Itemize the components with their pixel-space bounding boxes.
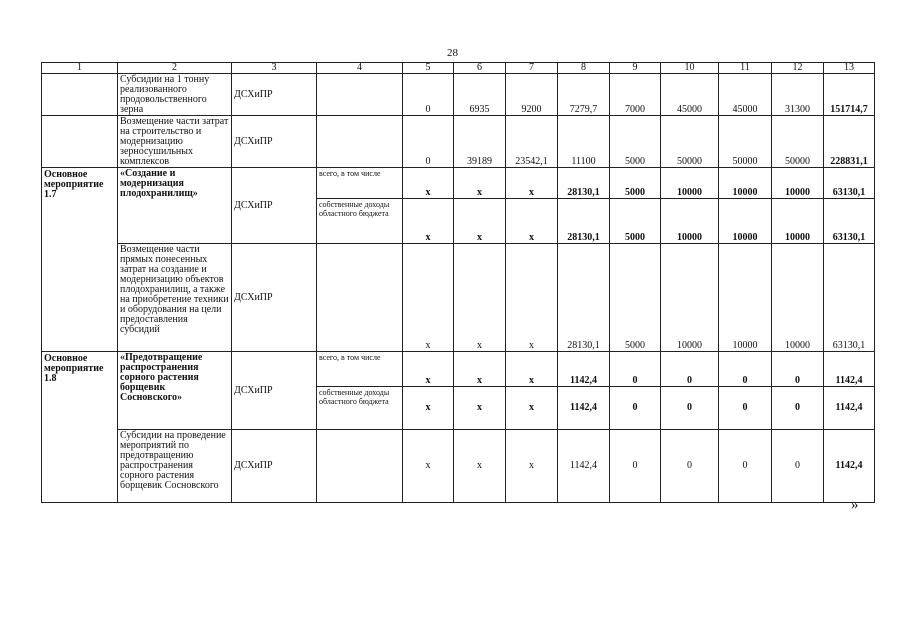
cell-total: 63130,1	[824, 244, 875, 352]
cell-source: всего, в том числе	[317, 352, 403, 387]
cell-total: 1142,4	[824, 387, 875, 430]
cell-value: х	[403, 168, 454, 199]
cell-measure-name: Возмещение части затрат на строительство и модернизацию зерносушильных комплексов	[118, 116, 232, 168]
cell-value: 7000	[610, 74, 661, 116]
header-cell: 10	[661, 63, 719, 74]
cell-value: х	[454, 168, 506, 199]
cell-value: 0	[610, 430, 661, 503]
cell-value: х	[506, 168, 558, 199]
cell-value: 0	[719, 430, 772, 503]
cell-value: 10000	[661, 244, 719, 352]
cell-value: 0	[610, 352, 661, 387]
cell-executor: ДСХиПР	[232, 74, 317, 116]
cell-value: 0	[610, 387, 661, 430]
cell-value: х	[506, 244, 558, 352]
cell-value: 10000	[772, 199, 824, 244]
header-cell: 4	[317, 63, 403, 74]
cell-value: 9200	[506, 74, 558, 116]
header-cell: 13	[824, 63, 875, 74]
cell-value: 39189	[454, 116, 506, 168]
cell-executor: ДСХиПР	[232, 116, 317, 168]
cell-measure-name: «Предотвращение распространения сорного растения борщевик Сосновского»	[118, 352, 232, 430]
cell-value: 5000	[610, 244, 661, 352]
cell-value: 10000	[719, 168, 772, 199]
cell-source	[317, 430, 403, 503]
cell-value: 5000	[610, 116, 661, 168]
cell-value: 45000	[719, 74, 772, 116]
cell-value: 5000	[610, 199, 661, 244]
cell-value: х	[403, 387, 454, 430]
cell-program: Основное мероприятие 1.8	[42, 352, 118, 503]
cell-executor: ДСХиПР	[232, 430, 317, 503]
cell-source	[317, 244, 403, 352]
cell-value: 1142,4	[558, 387, 610, 430]
cell-value: 10000	[661, 199, 719, 244]
header-cell: 12	[772, 63, 824, 74]
cell-total: 63130,1	[824, 168, 875, 199]
closing-quote: »	[851, 497, 859, 513]
cell-measure-name: Субсидии на проведение мероприятий по предотвращению распространения сорного растения борщевик Сосновского	[118, 430, 232, 503]
cell-value: 10000	[719, 199, 772, 244]
cell-value: 50000	[772, 116, 824, 168]
cell-value: 28130,1	[558, 199, 610, 244]
cell-value: 45000	[661, 74, 719, 116]
cell-value: х	[506, 387, 558, 430]
cell-total: 151714,7	[824, 74, 875, 116]
header-cell: 3	[232, 63, 317, 74]
budget-table	[41, 62, 875, 503]
cell-measure-name: Субсидии на 1 тонну реализованного продовольственного зерна	[118, 74, 232, 116]
cell-value: х	[403, 244, 454, 352]
cell-value: 0	[661, 387, 719, 430]
cell-value: 50000	[661, 116, 719, 168]
cell-source: всего, в том числе	[317, 168, 403, 199]
cell-value: 31300	[772, 74, 824, 116]
table-row	[42, 244, 875, 352]
header-cell: 2	[118, 63, 232, 74]
cell-value: 10000	[719, 244, 772, 352]
cell-total: 1142,4	[824, 430, 875, 503]
cell-value: х	[506, 352, 558, 387]
cell-value: 0	[719, 387, 772, 430]
header-cell: 1	[42, 63, 118, 74]
cell-source	[317, 116, 403, 168]
cell-measure-name: Возмещение части прямых понесенных затрат на создание и модернизацию объектов плодохранилищ, а также на приобретение техники и оборудования на цели предоставления субсидий	[118, 244, 232, 352]
cell-value: 10000	[772, 168, 824, 199]
cell-value: 1142,4	[558, 352, 610, 387]
cell-value: 10000	[661, 168, 719, 199]
cell-total: 1142,4	[824, 352, 875, 387]
cell-value: 7279,7	[558, 74, 610, 116]
table-row	[42, 116, 875, 168]
table-row	[42, 74, 875, 116]
cell-value: х	[403, 430, 454, 503]
cell-value: 0	[661, 430, 719, 503]
header-cell: 8	[558, 63, 610, 74]
cell-source	[317, 74, 403, 116]
cell-program	[42, 116, 118, 168]
cell-value: 28130,1	[558, 168, 610, 199]
cell-value: 11100	[558, 116, 610, 168]
column-number-header	[42, 63, 875, 74]
cell-value: х	[403, 352, 454, 387]
cell-value: 10000	[772, 244, 824, 352]
cell-value: 0	[661, 352, 719, 387]
cell-value: 28130,1	[558, 244, 610, 352]
cell-value: 1142,4	[558, 430, 610, 503]
cell-value: 0	[772, 387, 824, 430]
cell-value: 0	[403, 74, 454, 116]
header-cell: 11	[719, 63, 772, 74]
cell-value: х	[403, 199, 454, 244]
cell-value: 23542,1	[506, 116, 558, 168]
cell-value: х	[454, 199, 506, 244]
cell-value: х	[506, 430, 558, 503]
cell-value: х	[506, 199, 558, 244]
page-number: 28	[447, 47, 458, 59]
cell-value: х	[454, 244, 506, 352]
cell-source: собственные доходы областного бюджета	[317, 387, 403, 430]
cell-value: 0	[772, 352, 824, 387]
cell-measure-name: «Создание и модернизация плодохранилищ»	[118, 168, 232, 244]
header-cell: 9	[610, 63, 661, 74]
cell-value: х	[454, 430, 506, 503]
cell-total: 63130,1	[824, 199, 875, 244]
cell-executor: ДСХиПР	[232, 168, 317, 244]
table-row	[42, 352, 875, 387]
header-cell: 6	[454, 63, 506, 74]
header-cell: 5	[403, 63, 454, 74]
header-cell: 7	[506, 63, 558, 74]
cell-value: 6935	[454, 74, 506, 116]
cell-executor: ДСХиПР	[232, 352, 317, 430]
cell-program	[42, 74, 118, 116]
cell-value: 0	[772, 430, 824, 503]
cell-total: 228831,1	[824, 116, 875, 168]
table-row	[42, 168, 875, 199]
cell-executor: ДСХиПР	[232, 244, 317, 352]
cell-value: 0	[403, 116, 454, 168]
cell-value: х	[454, 387, 506, 430]
cell-value: 50000	[719, 116, 772, 168]
cell-source: собственные доходы областного бюджета	[317, 199, 403, 244]
cell-program: Основное мероприятие 1.7	[42, 168, 118, 352]
cell-value: 5000	[610, 168, 661, 199]
cell-value: 0	[719, 352, 772, 387]
cell-value: х	[454, 352, 506, 387]
table-row	[42, 430, 875, 503]
